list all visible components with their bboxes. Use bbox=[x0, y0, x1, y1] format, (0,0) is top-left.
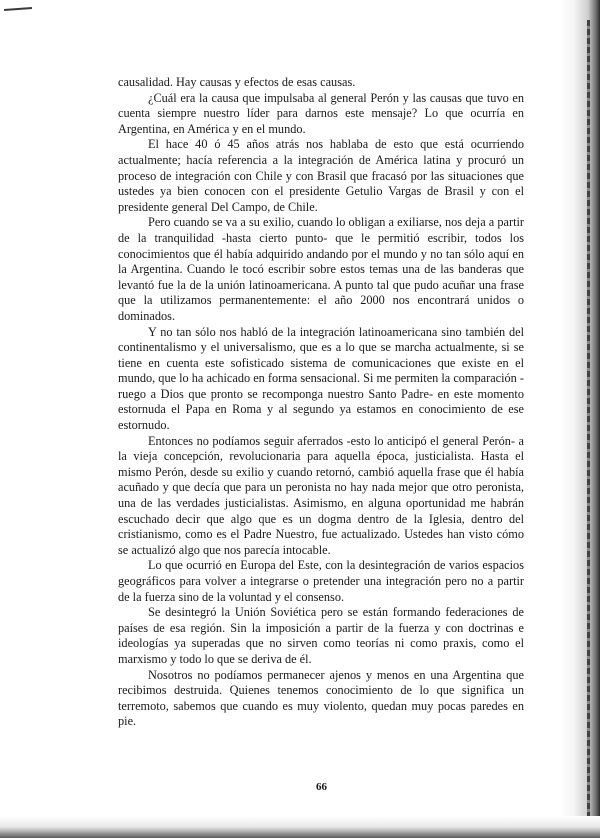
paragraph: Lo que ocurrió en Europa del Este, con la desintegración de varios espacios geográficos para volver a integrarse o pretender una integración pero no a partir de la fuerza sino de la voluntad y el consenso. bbox=[118, 558, 524, 604]
paragraph: Nosotros no podíamos permanecer ajenos y menos en una Argentina que recibimos destruida. Quienes tenemos conocimiento de lo que significa un terremoto, sabemos que cuando es muy violento, quedan muy pocas paredes en pie. bbox=[118, 667, 524, 729]
bottom-edge-shadow bbox=[0, 816, 600, 838]
paragraph: Entonces no podíamos seguir aferrados -esto lo anticipó el general Perón- a la vieja concepción, revolucionaria para aquella época, justicialista. Hasta el mismo Perón, desde su exilio y cuando retornó, cambió aquella frase que él había acuñado y que decía que para un peronista no hay nada mejor que otro peronista, una de las verdades justicialistas. Asimismo, en alguna oportunidad me habrán escuchado decir que algo que es un dogma dentro de la Iglesia, dentro del cristianismo, como es el Padre Nuestro, fue actualizado. Ustedes han visto cómo se actualizó algo que nos parecía intocable. bbox=[118, 433, 524, 557]
paragraph: causalidad. Hay causas y efectos de esas causas. bbox=[118, 75, 356, 89]
body-text bbox=[118, 75, 524, 730]
paragraph: ¿Cuál era la causa que impulsaba al general Perón y las causas que tuvo en cuenta siempre nuestro líder para darnos este mensaje? Lo que ocurría en Argentina, en América y en el mundo. bbox=[118, 90, 524, 136]
paragraph: Pero cuando se va a su exilio, cuando lo obligan a exiliarse, nos deja a partir de la tranquilidad -hasta cierto punto- que le permitió escribir, todos los conocimientos que él había adquirido andando por el mundo y no tan sólo aquí en la Argentina. Cuando le tocó escribir sobre estos temas una de las banderas que levantó fue la de la unión latinoamericana. A punto tal que pudo acuñar una frase que la utilizamos permanentemente: el año 2000 nos encontrará unidos o dominados. bbox=[118, 215, 524, 323]
paragraph: Se desintegró la Unión Soviética pero se están formando federaciones de países de esa región. Sin la imposición a partir de la fuerza y con doctrinas e ideologías ya superadas que no sirven como teorías ni como praxis, como el marxismo y todo lo que se deriva de él. bbox=[118, 605, 524, 666]
paragraph: El hace 40 ó 45 años atrás nos hablaba de esto que está ocurriendo actualmente; hacía referencia a la integración de América latina y procuró un proceso de integración con Chile y con Brasil que fracasó por las situaciones que ustedes ya bien conocen con el presidente Getulio Vargas de Brasil y con el presidente general Del Campo, de Chile. bbox=[118, 137, 524, 214]
corner-scan-mark bbox=[4, 7, 32, 11]
binding-edge-shadow bbox=[560, 0, 600, 838]
binding-edge-line bbox=[587, 20, 590, 820]
page-number: 66 bbox=[316, 781, 327, 793]
paragraph: Y no tan sólo nos habló de la integración latinoamericana sino también del continentalismo y el universalismo, que es a lo que se marcha actualmente, si se tiene en cuenta este sofisticado sistema de comunicaciones que existe en el mundo, que lo ha achicado en forma sensacional. Si me permiten la comparación -ruego a Dios que pronto se recomponga nuestro Santo Padre- en este momento estornuda el Papa en Roma y al segundo ya estamos en conocimiento de ese estornudo. bbox=[118, 324, 524, 433]
